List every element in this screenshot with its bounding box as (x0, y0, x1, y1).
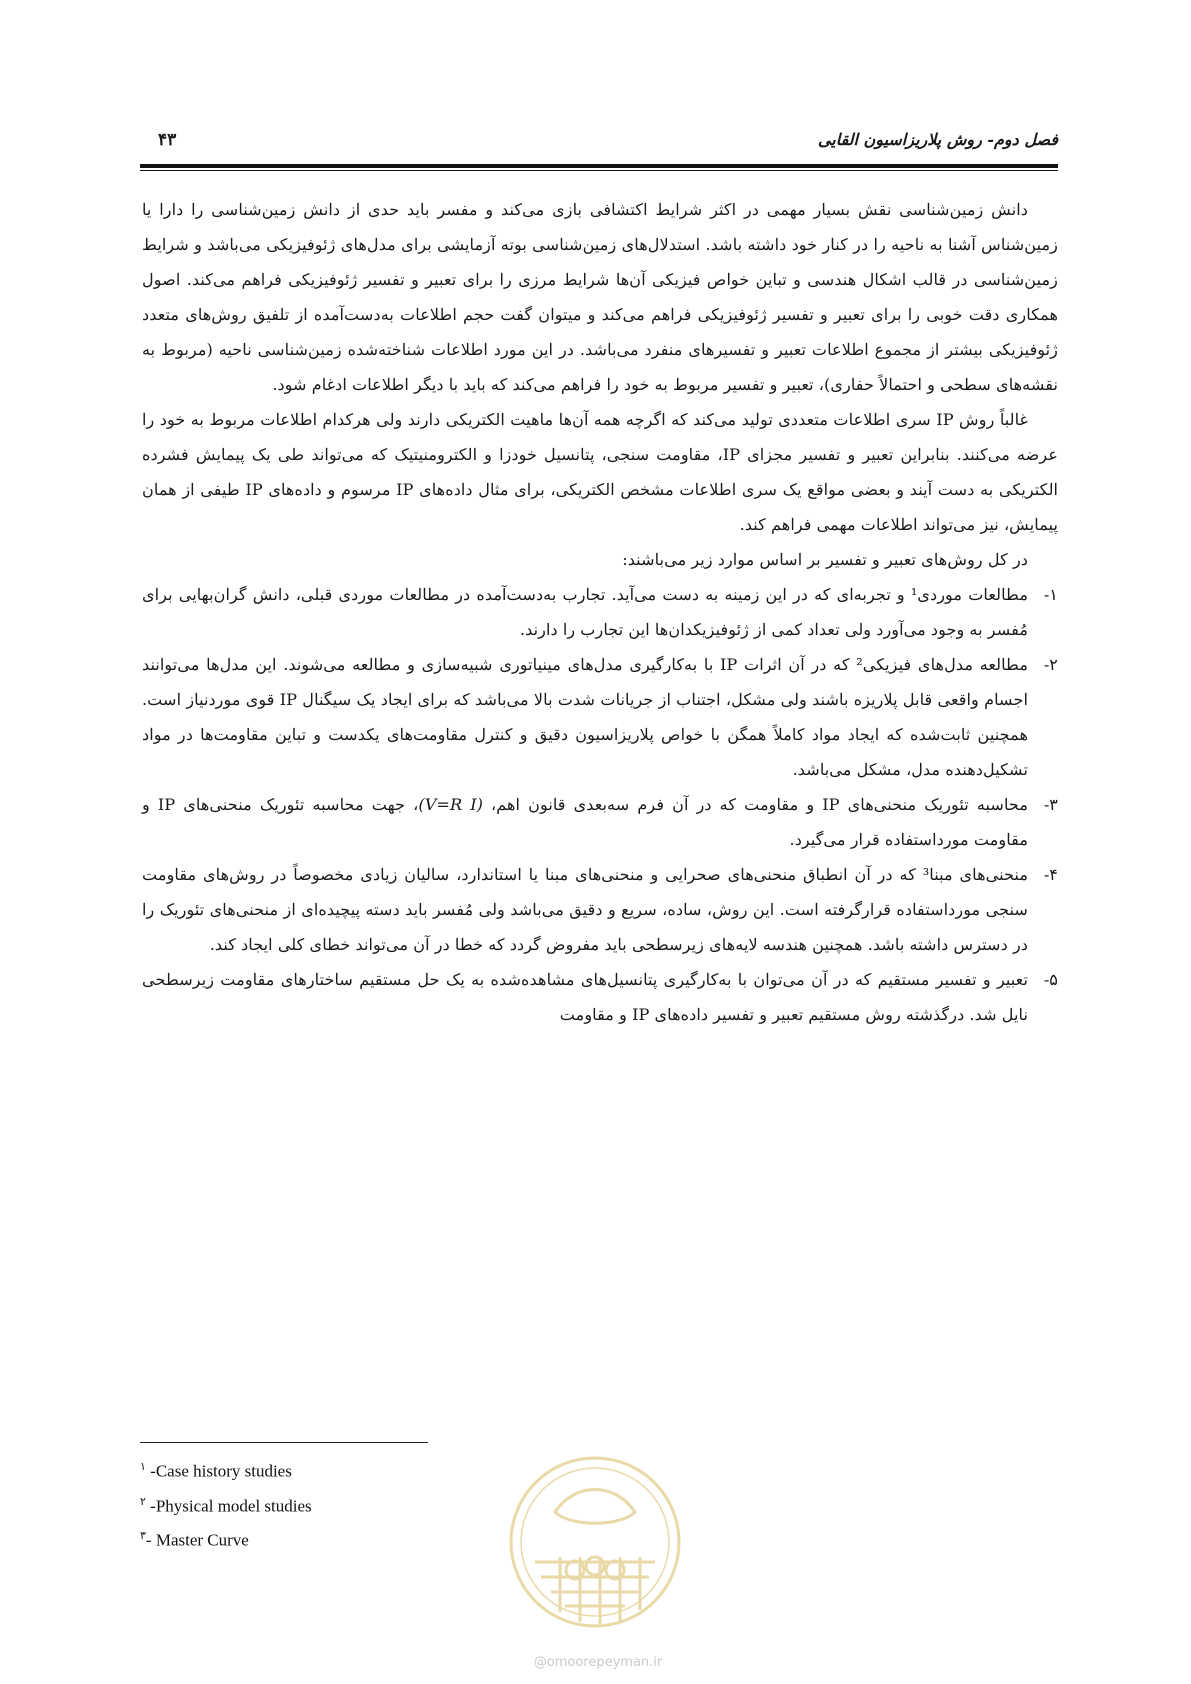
footnote-text: -Physical model studies (145, 1496, 312, 1516)
list-item (142, 787, 1058, 857)
footnote (140, 1452, 540, 1487)
footnote-text: -Case history studies (145, 1461, 292, 1481)
list-text: تعبیر و تفسیر مستقیم که در آن می‌توان با به‌کارگیری پتانسیل‌های مشاهده‌شده به یک حل مستقیم ساختارهای مقاومت زیرسطحی نایل شد. درگذشته روش مستقیم تعبیر و تفسیر داده‌های IP و مقاومت (142, 970, 1028, 1024)
list-item (142, 962, 1058, 1032)
list-item (142, 647, 1058, 787)
list-number: ۲- (1043, 655, 1058, 674)
footnote-mark: ۲ (140, 1495, 146, 1508)
list-text-after: ، جهت محاسبه تئوریک منحنی‌های IP و مقاومت مورداستفاده قرار می‌گیرد. (142, 795, 1028, 849)
list-text: منحنی‌های مبنا³ که در آن انطباق منحنی‌های صحرایی و منحنی‌های مبنا یا استاندارد، سالیان زیادی مخصوصاً در روش‌های مقاومت سنجی مورداستفاده قرارگرفته است. این روش، ساده، سریع و دقیق می‌باشد ولی مُفسر باید دسته پیچیده‌ای از منحنی‌های تئوریک را در دسترس داشته باشد. همچنین هندسه لایه‌های زیرسطحی باید مفروض گردد که خطا در آن می‌تواند خطای کلی ایجاد کند. (142, 865, 1028, 954)
header-rule-thin (140, 170, 1058, 171)
list-text: مطالعه مدل‌های فیزیکی² که در آن اثرات IP با به‌کارگیری مدل‌های مینیاتوری شبیه‌سازی و مطالعه می‌شوند. این مدل‌ها می‌توانند اجسام واقعی قابل پلاریزه باشند ولی مشکل، اجتناب از جریانات شدت بالا می‌باشد که برای ایجاد یک سیگنال IP قوی موردنیاز است. همچنین ثابت‌شده که ایجاد مواد کاملاً همگن با خواص پلاریزاسیون دقیق و کنترل مقاومت‌های یکدست و تباین مقاومت‌ها در مواد تشکیل‌دهنده مدل، مشکل می‌باشد. (142, 655, 1028, 779)
footnote-text: - Master Curve (145, 1530, 249, 1550)
paragraph-methods-intro: در کل روش‌های تعبیر و تفسیر بر اساس موارد زیر می‌باشند: (622, 550, 1028, 569)
list-item (142, 577, 1058, 647)
footnote-rule (140, 1442, 428, 1443)
list-text-before: محاسبه تئوریک منحنی‌های IP و مقاومت که در آن فرم سه‌بعدی قانون اهم، (482, 795, 1029, 814)
footnote (140, 1521, 540, 1556)
watermark-seal-icon (505, 1452, 685, 1632)
body-text (142, 192, 1058, 1032)
footnote (140, 1487, 540, 1522)
list-number: ۳- (1043, 795, 1058, 814)
watermark-url: @omoorepeyman.ir (533, 1655, 663, 1670)
paragraph-geology: دانش زمین‌شناسی نقش بسیار مهمی در اکثر شرایط اکتشافی بازی می‌کند و مفسر باید حدی از دانش زمین‌شناسی را دارا یا زمین‌شناس آشنا به ناحیه را در کنار خود داشته باشد. استدلال‌های زمین‌شناسی بوته آزمایشی برای مدل‌های ژئوفیزیکی می‌باشد و شرایط زمین‌شناسی در قالب اشکال هندسی و تباین خواص فیزیکی آن‌ها شرایط مرزی را برای تعبیر و تفسیر ژئوفیزیکی فراهم می‌کند. اصول همکاری دقت خوبی را برای تعبیر و تفسیر ژئوفیزیکی فراهم می‌کند و میتوان گفت حجم اطلاعات به‌دست‌آمده از تلفیق روش‌های متعدد ژئوفیزیکی بیشتر از مجموع اطلاعات تعبیر و تفسیرهای منفرد می‌باشد. در این مورد اطلاعات شناخته‌شده زمین‌شناسی ناحیه (مربوط به نقشه‌های سطحی و احتمالاً حفاری)، تعبیر و تفسیر مربوط به خود را فراهم می‌کند که باید با دیگر اطلاعات ادغام شود. (142, 200, 1058, 394)
list-number: ۱- (1043, 585, 1058, 604)
footnote-mark: ۳ (140, 1530, 146, 1543)
ohm-law-equation: (V=R I) (418, 795, 483, 814)
list-number: ۴- (1043, 865, 1058, 884)
list-text: مطالعات موردی¹ و تجربه‌ای که در این زمینه به دست می‌آید. تجارب به‌دست‌آمده در مطالعات موردی قبلی، دانش گران‌بهایی برای مُفسر به وجود می‌آورد ولی تعداد کمی از ژئوفیزیکدان‌ها این تجارب را دارند. (142, 585, 1028, 639)
paragraph-ip-data: غالباً روش IP سری اطلاعات متعددی تولید می‌کند که اگرچه همه آن‌ها ماهیت الکتریکی دارند ولی هرکدام اطلاعات مربوط به خود را عرضه می‌کنند. بنابراین تعبیر و تفسیر مجزای IP، مقاومت سنجی، پتانسیل خودزا و الکترومنیتیک که می‌تواند طی یک پیمایش فشرده الکتریکی به دست آیند و بعضی مواقع یک سری اطلاعات مشخص الکتریکی، برای مثال داده‌های IP مرسوم و داده‌های IP طیفی از همان پیمایش، نیز می‌تواند اطلاعات مهمی فراهم کند. (142, 410, 1059, 534)
list-item (142, 857, 1058, 962)
list-text (142, 787, 1028, 857)
list-number: ۵- (1043, 970, 1058, 989)
page-number: ۴۳ (158, 130, 177, 150)
header-rule-thick (140, 164, 1058, 168)
page-header (140, 128, 1058, 160)
chapter-title: فصل دوم- روش پلاریزاسیون القایی (817, 130, 1058, 149)
footnotes (140, 1452, 540, 1556)
footnote-mark: ۱ (140, 1461, 146, 1473)
